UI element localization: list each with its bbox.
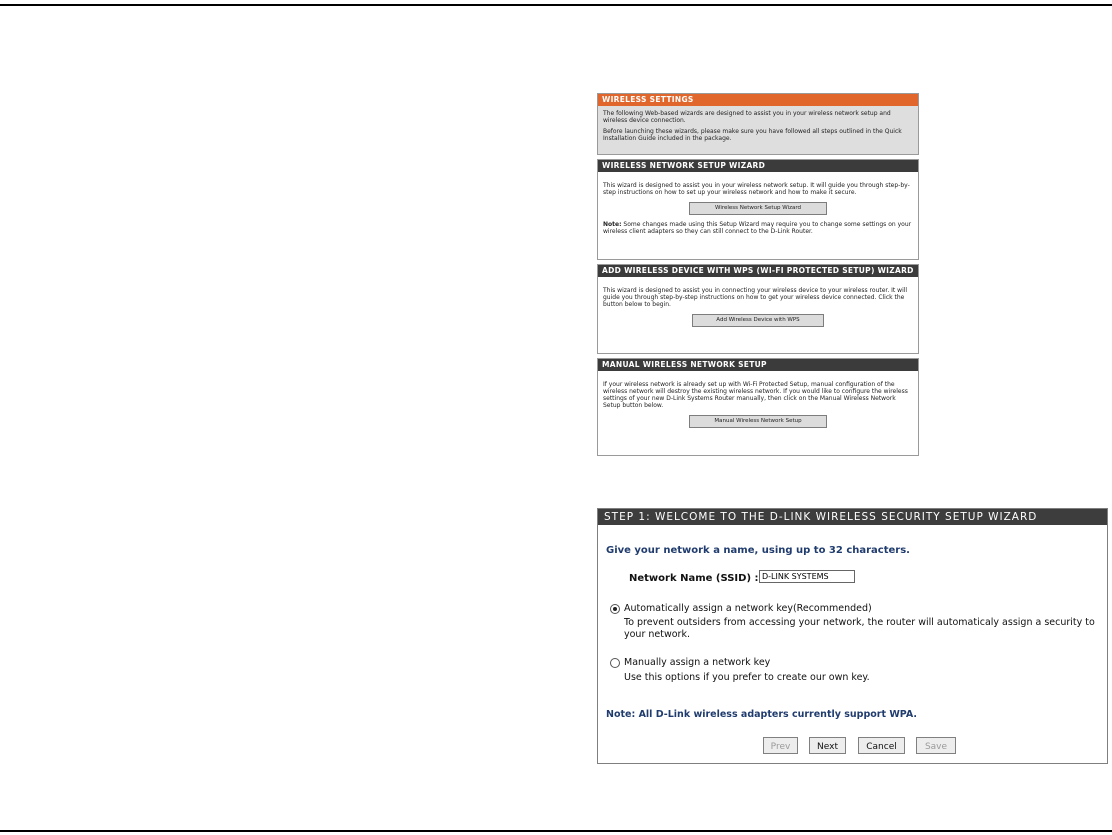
setup-wizard-text: This wizard is designed to assist you in your wireless network setup. It will guide you through step-by-step instructions on how to set up your wireless network and how to make it secure. xyxy=(603,182,910,196)
manual-key-option[interactable] xyxy=(610,657,770,668)
setup-wizard-title: WIRELESS NETWORK SETUP WIZARD xyxy=(598,160,918,172)
wireless-settings-panel xyxy=(597,93,919,155)
intro-line-2: Before launching these wizards, please make sure you have followed all steps outlined in the Quick Installation Guide included in the package. xyxy=(603,128,902,142)
setup-wizard-note xyxy=(603,221,913,235)
wps-panel xyxy=(597,264,919,354)
bottom-rule xyxy=(0,830,1112,832)
next-button[interactable]: Next xyxy=(809,737,846,754)
wireless-settings-title: WIRELESS SETTINGS xyxy=(598,94,918,106)
ssid-label: Network Name (SSID) : xyxy=(629,573,759,584)
ssid-input[interactable] xyxy=(759,570,855,583)
wpa-note: Note: All D-Link wireless adapters currently support WPA. xyxy=(606,709,918,720)
note-text: Some changes made using this Setup Wizard may require you to change some settings on your wireless client adapters so they can still connect to the D-Link Router. xyxy=(603,221,912,235)
wireless-settings-screenshot xyxy=(597,93,919,460)
auto-key-description: To prevent outsiders from accessing your network, the router will automaticaly assign a security to your network. xyxy=(624,617,1095,640)
add-wireless-device-wps-button[interactable]: Add Wireless Device with WPS xyxy=(692,314,824,327)
wizard-title: STEP 1: WELCOME TO THE D-LINK WIRELESS SECURITY SETUP WIZARD xyxy=(598,509,1107,525)
intro-line-1: The following Web-based wizards are designed to assist you in your wireless network setup and wireless device connection. xyxy=(603,110,891,124)
wizard-headline: Give your network a name, using up to 32 characters. xyxy=(606,545,910,556)
wireless-network-setup-wizard-button[interactable]: Wireless Network Setup Wizard xyxy=(689,202,827,215)
auto-key-label: Automatically assign a network key(Recommended) xyxy=(624,603,872,614)
setup-wizard-body xyxy=(598,172,918,243)
top-rule xyxy=(0,4,1112,6)
wps-text: This wizard is designed to assist you in connecting your wireless device to your wireless router. It will guide you through step-by-step instructions on how to get your wireless device connected. Click the button below to begin. xyxy=(603,287,908,308)
manual-setup-panel xyxy=(597,358,919,456)
auto-key-option[interactable] xyxy=(610,603,872,614)
manual-wireless-network-setup-button[interactable]: Manual Wireless Network Setup xyxy=(689,415,827,428)
security-setup-wizard xyxy=(597,508,1108,764)
setup-wizard-panel xyxy=(597,159,919,260)
manual-key-radio[interactable] xyxy=(610,658,620,668)
auto-key-radio[interactable] xyxy=(610,604,620,614)
prev-button[interactable]: Prev xyxy=(763,737,798,754)
wps-body xyxy=(598,277,918,337)
wireless-settings-body xyxy=(598,106,918,154)
manual-key-description: Use this options if you prefer to create our own key. xyxy=(624,672,870,683)
manual-setup-title: MANUAL WIRELESS NETWORK SETUP xyxy=(598,359,918,371)
manual-key-label: Manually assign a network key xyxy=(624,657,771,668)
manual-setup-body xyxy=(598,371,918,438)
note-label: Note: xyxy=(603,221,622,228)
cancel-button[interactable]: Cancel xyxy=(858,737,905,754)
wps-title: ADD WIRELESS DEVICE WITH WPS (WI-FI PROTECTED SETUP) WIZARD xyxy=(598,265,918,277)
save-button[interactable]: Save xyxy=(916,737,956,754)
manual-setup-text: If your wireless network is already set up with Wi-Fi Protected Setup, manual configuration of the wireless network will destroy the existing wireless network. If you would like to configure the wireless settings of your new D-Link Systems Router manually, then click on the Manual Wireless Network Setup button below. xyxy=(603,381,908,409)
wizard-button-row xyxy=(598,737,1109,755)
